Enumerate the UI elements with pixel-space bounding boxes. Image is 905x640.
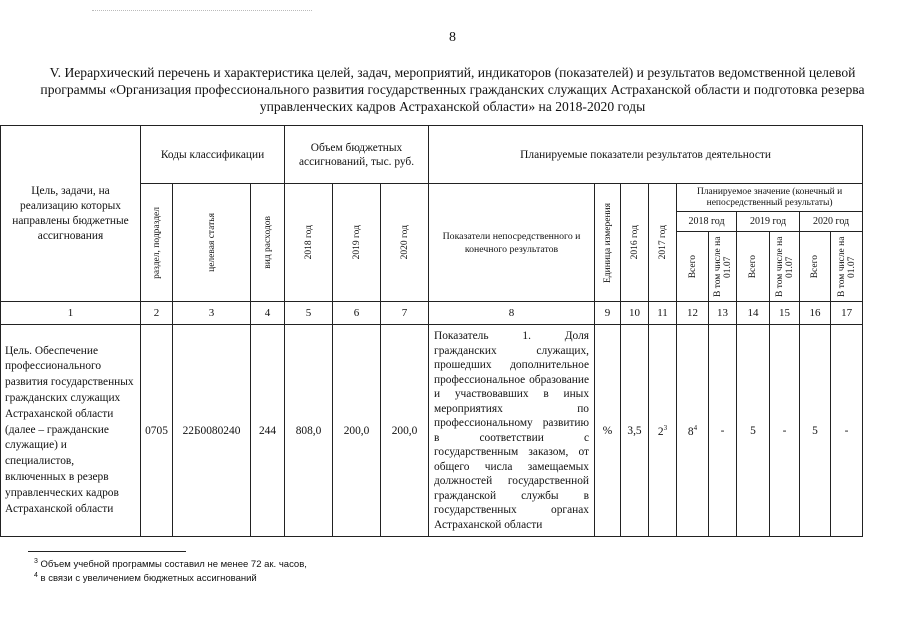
unit-cell: % <box>595 325 621 537</box>
header-2017: 2017 год <box>649 184 677 302</box>
incl-2020-cell: - <box>831 325 863 537</box>
total-2020-cell: 5 <box>800 325 831 537</box>
header-budget-2018: 2018 год <box>285 184 333 302</box>
col-num: 5 <box>285 302 333 325</box>
header-total-2020: Всего <box>800 232 831 302</box>
header-incl-2020: В том числе на 01.07 <box>831 232 863 302</box>
header-2016: 2016 год <box>621 184 649 302</box>
value-2016-cell: 3,5 <box>621 325 649 537</box>
col-num: 1 <box>1 302 141 325</box>
col-num: 14 <box>737 302 770 325</box>
header-code-expense: вид расходов <box>251 184 285 302</box>
header-budget-2019: 2019 год <box>333 184 381 302</box>
expense-cell: 244 <box>251 325 285 537</box>
column-number-row <box>1 302 863 325</box>
scan-artifact <box>92 10 312 11</box>
total-2018-cell: $8^4$ <box>677 325 709 537</box>
indicator-cell: Показатель 1. Доля гражданских служащих, прошедших дополнительное профессиональное образование и участвовавших в иных мероприятиях по профессиональному развитию в соответствии с государственным заказом, от общего числа замещаемых должностей государственной гражданской службы в государственных органах Астраханской области <box>429 325 595 537</box>
section-cell: 0705 <box>141 325 173 537</box>
col-num: 8 <box>429 302 595 325</box>
col-num: 16 <box>800 302 831 325</box>
header-total-2019: Всего <box>737 232 770 302</box>
col-num: 12 <box>677 302 709 325</box>
incl-2018-cell: - <box>709 325 737 537</box>
header-incl-2018: В том числе на 01.07 <box>709 232 737 302</box>
header-pv-2018: 2018 год <box>677 212 737 232</box>
header-planned: Планируемые показатели результатов деятельности <box>429 126 863 184</box>
header-indicators: Показатели непосредственного и конечного результатов <box>429 184 595 302</box>
footnote-4: $^4$ в связи с увеличением бюджетных ассигнований <box>34 572 257 585</box>
incl-2019-cell: - <box>770 325 800 537</box>
col-num: 3 <box>173 302 251 325</box>
header-pv-2020: 2020 год <box>800 212 863 232</box>
col-num: 15 <box>770 302 800 325</box>
col-num: 13 <box>709 302 737 325</box>
budget-2018-cell: 808,0 <box>285 325 333 537</box>
header-code-article: целевая статья <box>173 184 251 302</box>
col-num: 7 <box>381 302 429 325</box>
program-table <box>0 125 863 537</box>
col-num: 10 <box>621 302 649 325</box>
header-goal: Цель, задачи, на реализацию которых направлены бюджетные ассигнования <box>1 126 141 302</box>
header-code-section: раздел, подраздел <box>141 184 173 302</box>
header-incl-2019: В том числе на 01.07 <box>770 232 800 302</box>
header-pv-2019: 2019 год <box>737 212 800 232</box>
header-total-2018: Всего <box>677 232 709 302</box>
page-title: V. Иерархический перечень и характеристика целей, задач, мероприятий, индикаторов (показателей) и результатов ведомственной целевой программы «Организация профессионального развития государственных гражданских служащих Астраханской области и подготовка резерва управленческих кадров Астраханской области» на 2018-2020 годы <box>40 65 865 114</box>
header-planned-value: Планируемое значение (конечный и непосредственный результаты) <box>677 184 863 212</box>
goal-cell: Цель. Обеспечение профессионального развития государственных гражданских служащих Астраханской области (далее – гражданские служащие) и специалистов, включенных в резерв управленческих кадров Астраханской области <box>1 325 141 537</box>
page-number: 8 <box>449 30 456 45</box>
header-codes: Коды классификации <box>141 126 285 184</box>
footnote-separator <box>28 551 186 552</box>
header-budget: Объем бюджетных ассигнований, тыс. руб. <box>285 126 429 184</box>
footnote-3: $^3$ Объем учебной программы составил не менее 72 ак. часов, <box>34 558 307 571</box>
col-num: 17 <box>831 302 863 325</box>
header-unit: Единица измерения <box>595 184 621 302</box>
col-num: 4 <box>251 302 285 325</box>
article-cell: 22Б0080240 <box>173 325 251 537</box>
budget-2019-cell: 200,0 <box>333 325 381 537</box>
table-row <box>1 325 863 537</box>
total-2019-cell: 5 <box>737 325 770 537</box>
col-num: 6 <box>333 302 381 325</box>
value-2017-cell: $2^3$ <box>649 325 677 537</box>
col-num: 2 <box>141 302 173 325</box>
budget-2020-cell: 200,0 <box>381 325 429 537</box>
col-num: 11 <box>649 302 677 325</box>
header-budget-2020: 2020 год <box>381 184 429 302</box>
col-num: 9 <box>595 302 621 325</box>
